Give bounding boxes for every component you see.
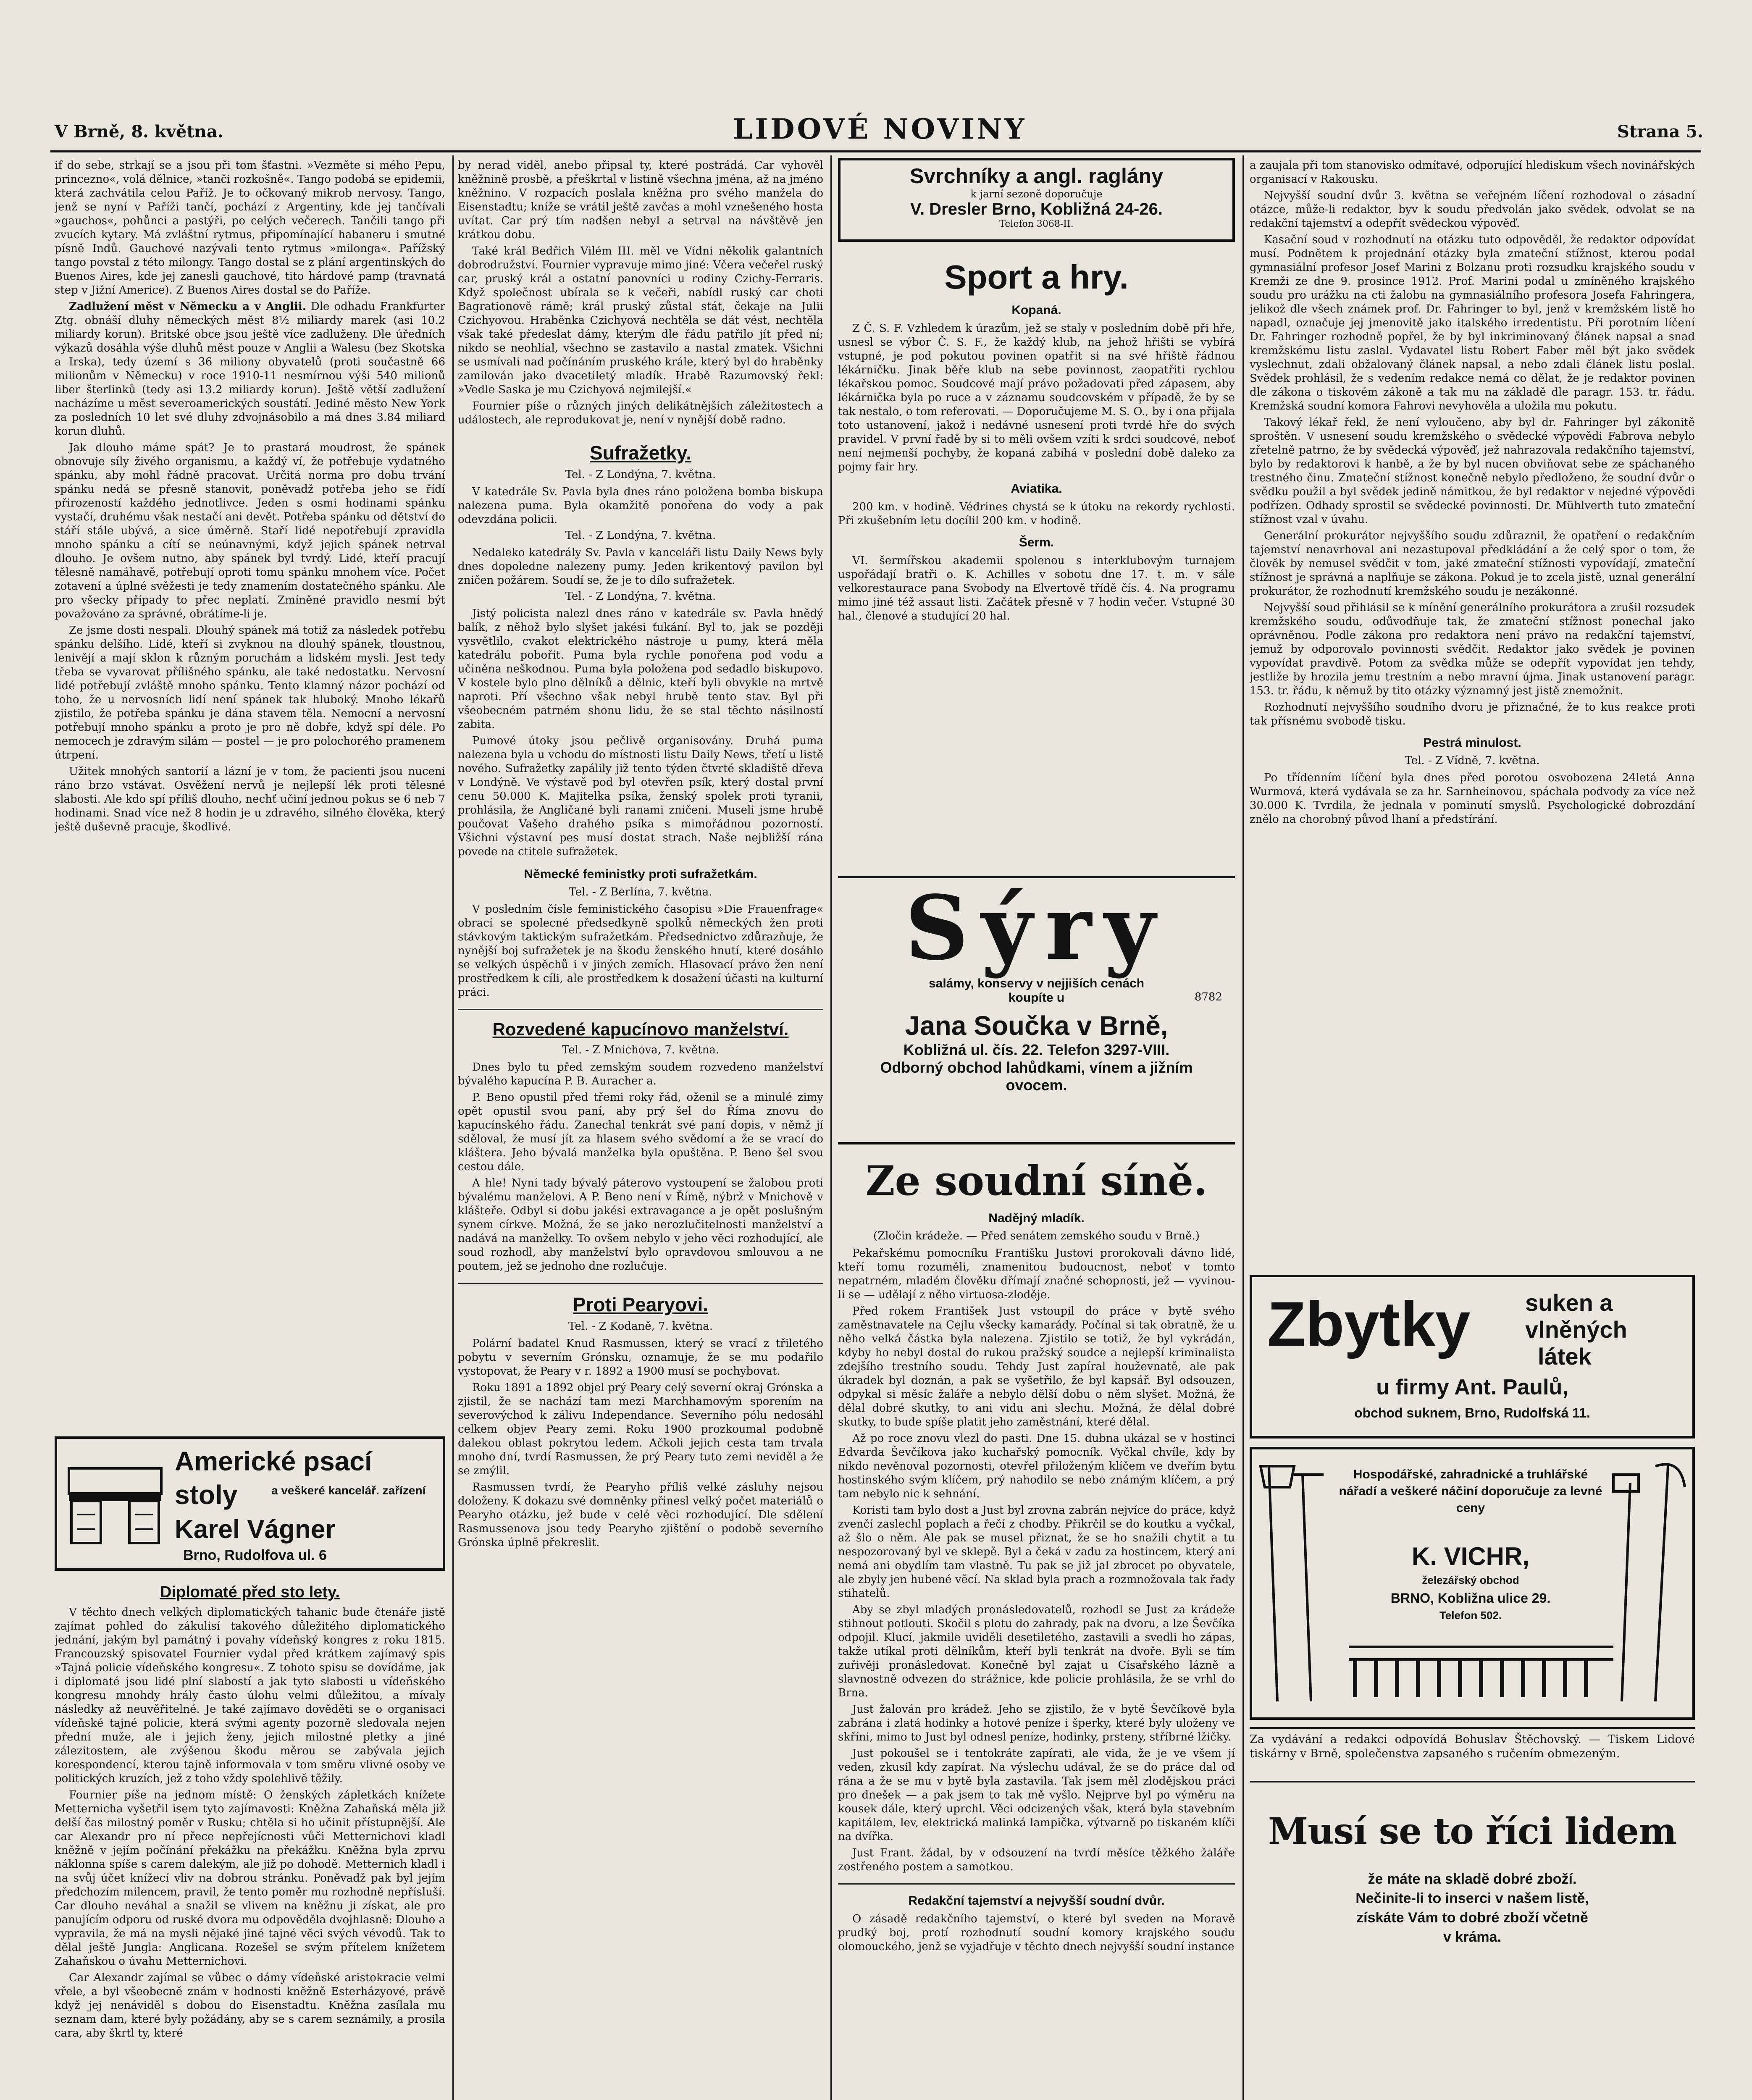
page-number: Strana 5.	[1617, 122, 1704, 142]
article-youth-sub: (Zločin krádeže. — Před senátem zemského soudu v Brně.)	[873, 1230, 1200, 1242]
article-secret-cont-3: Kasační soud v rozhodnutí na otázku tuto odpověděl, že redaktor odpovídat musí. Podnětem k projednání otázky byla zmateční stížnost, kterou podal gymnasiální profesor Josef Marini z Bolzanu proti rozsudku krajského soudu v Kremži ze dne 9. prosince 1912. Prof. Marini podal u zmíněného krajského soudu pro urážku na cti žalobu na gymnasiálního profesora Josefa Fahringera, jelikož dle všech známek prof. Dr. Fahringer to byl, jenž v kremžském listě ho napadl, označuje jej jmenovitě jako italského irredentistu. Při porotním líčení Dr. Fahringer rozhodně popřel, že by byl inkriminovaný článek napsal a snad kremžskému listu zaslal. Vydavatel listu Robert Faber měl být jako svědek vyslechnut, zdali obžalovaný článek napsal, a nebo zdali článek listu poslal. Svědek prohlásil, že s vedením redakce nemá co dělat, že je redaktor povinen dle zákona o tiskovém zákoně a tak mu na základě dle paragr. 153. tr. řádu. Kremžská soudní komora Fahrovi nevyhověla a uložila mu pokutu.	[1250, 234, 1695, 412]
ad-remnants-r3: látek	[1538, 1343, 1592, 1370]
column-divider	[1242, 155, 1244, 2100]
article-youth-text-6: Just žalován pro krádež. Jeho se zjistilo, že v bytě Ševčíkově byla zabrána i zlatá hodinky a hotové peníze i šperky, které byly uloženy ve skříni, mimo to Just byl odnesl peníze, hodinky, prsteny, stříbrné lžičky.	[838, 1703, 1235, 1743]
column-3-top	[838, 248, 1235, 865]
column-2	[458, 159, 823, 2100]
ad-cheese-big: Sýry	[905, 876, 1168, 980]
column-4-top	[1250, 159, 1695, 1263]
article-aviation-text: 200 km. v hodině. Védrines chystá se k útoku na rekordy rychlosti. Při zkušebním letu docílil 200 km. v hodině.	[838, 501, 1235, 527]
article-youth-text-2: Před rokem František Just vstoupil do práce v bytě svého zaměstnavatele na Cejlu všecky kamarády. Počínal si tak obratně, že u něho velká částka byla nalezena. Zjistilo se totiž, že byl vykrádán, kdyby ho nebyl dostal do rukou pražský soudce a nejlepší kriminalista zdejšího trestního soudu. Tehdy Just zapíral houževnatě, ale pak úkradek byl doznán, a pak se vyšetřilo, že byl kapsář. Byl odsouzen, odpykal si měsíc žaláře a nebylo dělší dobu o něm slyšet. Možná, že dělal dobré skutky, to ani vidu ani slechu. Možná, že dělal dobré skutky, to bude spíše platit jeho zaměstnání, které dělal.	[838, 1305, 1235, 1428]
ad-vichr-name: K. VICHR,	[1411, 1542, 1530, 1570]
imprint-rule	[1250, 1727, 1695, 1729]
ad-vichr-addr: BRNO, Kobližna ulice 29.	[1390, 1591, 1551, 1606]
article-youth-text-4: Koristi tam bylo dost a Just byl zrovna zabrán nejvíce do práce, když zvenčí zaslechl poplach a řečí z chodby. Přikrčil se do koutku a vyčkal, až šlo o něm. Ale pak se musel přiznat, že se ho snažili chytit a tu nespozorovaný byl ve sklepě. Byl a čeká v zadu za hostincem, který ani nemá ani obydlím tam vlastně. Tu pak se již jal zbrocet po obyvatele, ale zbyly jen hubené věcí. Na sklad byla prach a rozmnožovala tak řady stihatelů.	[838, 1504, 1235, 1600]
article-diplomats-cont-2: Také král Bedřich Vilém III. měl ve Vídni několik galantních dobrodružství. Fournier vypravuje mimo jiné: Včera večeřel ruský car, pruský král a ostatní panovníci u rodiny Czichy-Ferraris. Když společnost ubírala se k večeři, nabídl ruský car choti Bagrationově rámě; král pruský zůstal stát, čekaje na Julii Czichyovou. Hraběnka Czichyová nechtěla se dát vést, nechtěla však také předeslat dámy, kterým dle řádu patřilo jít před ní; nikdo se neohlíal, všechno se zastavilo a nastal zmatek. Všichni se usmívali nad počínáním pruského krále, který byl do hraběnky zamilován jako dvacetiletý mladík. Hrabě Razumovský řekl: »Vedle Saska je mu Czichyová nejmilejší.«	[458, 245, 823, 396]
article-capuchin-text-3: A hle! Nyní tady bývalý páterovo vystoupení se žalobou proti bývalému manželovi. A P. Beno není v Římě, nýbrž v Mnichově v klášteře. Odbyl si dobu jakési extravagance a je opět poslušným synem církve. Možná, že se jako nerozlučitelnosti manželství a nadává na manželky. To ovšem nebylo v jeho věci rozhodující, ale soud rozhodl, aby manželství bylo opravdovou smlouvou a ne poutem, jež se jednoho dne rozlučuje.	[458, 1177, 823, 1273]
article-secret-cont-5: Generální prokurátor nejvyššího soudu zdůraznil, že opatření o redakčním tajemství nenavrhoval ani nezastupoval předkládání a že celý spor o tom, že člověk by nemusel svědčit v tom, jaké zmateční stížnosti vypovídají, zmateční stížnost je správná a naplňuje se zákona. Pokud je to zcela jistě, uznal generální prokurátor, že rozhodnutí kremžského soudu je nezákonné.	[1250, 530, 1695, 598]
article-diplomats-text-2: Fournier píše na jednom místě: O ženských zápletkách knížete Metternicha vyšetřil isem tyto zajímavosti: Kněžna Zahaňská měla již delší čas milostný poměr v Rusku; chtěla si ho učinit přístupnější. Ale car Alexandr pro ní přece nepřejícnosti vůči Metternichovi kladl kněžně v jejím počínání překážku na překážku. Kněžna byla zprvu náklonna spíše s carem dalekým, ale již po dohodě. Metternich kladl i na svůj účet knížecí vliv na dobrou stránku. Poněvadž pak byl jejím předchozím milencem, pravil, že tento poměr mu rozhodně nepřísluší. Car dlouho neváhal a snažil se vlivem na kněžnu ji získat, ale pro panujícím odporu od ruské dvora mu odpověděla dvojhlasně: Dlouho a vypravila, že má na mysli nějaké jiné tajné věci svých vévodů. Tak to dělal ještě Jungla: Anglicana. Rozešel se svým přítelem knížetem Zahaňskou o úvahu Metternichovi.	[55, 1789, 445, 1968]
ad-desk-line3: a veškeré kancelář. zařízení	[271, 1484, 426, 1497]
dateline-copenhagen: Tel. - Z Kodaně, 7. května.	[568, 1320, 713, 1333]
article-tango-text: if do sebe, strkají se a jsou při tom šťastni. »Vezměte si mého Pepu, princezno«, volá dělnice, »tanči rozkošně«. Tango podobá se epidemii, která zachvátila celou Paříž. Je to očkovaný mikrob nervosy. Tango, jenž se nyní v Paříži tančí, pochází z Argentiny, kde jej tančívali »gauchos«, pohůnci a pastýři, po celých večerech. Tančili tango při zvucích kytary. Má zvláštní rytmus, připomínající habaneru i smutné písně Indů. Gauchové nazývali tento rytmus »milonga«. Pařížský tango povstal z této milongy. Tango dostal se z plání argentinských do Buenos Aires, kde jej zanesli gauchové, tito hárdové pamp (travnatá step v Jižní Americe). Z Buenos Aires dostal se do Paříže.	[55, 159, 445, 297]
column-divider	[830, 155, 832, 2100]
section-court-heading: Ze soudní síně.	[865, 1157, 1208, 1205]
ad-coats-sub: k jarní sezoně doporučuje	[970, 188, 1103, 200]
dateline-munich: Tel. - Z Mnichova, 7. května.	[562, 1044, 720, 1056]
ad-svrchniky	[838, 158, 1235, 242]
article-peary-heading: Proti Pearyovi.	[573, 1294, 709, 1315]
ad-coats-phone: Telefon 3068-II.	[999, 219, 1074, 229]
article-past-text: Po třídenním líčení byla dnes před porotou osvobozena 24letá Anna Wurmová, která vydávala se za hr. Sarnheinovou, spáchala podvody za více než 30.000 K. Tvrdila, že jednala v pominutí smyslů. Psychologické dobrozdání znělo na chorobný původ lhaní a předstírání.	[1250, 772, 1695, 826]
dateline-london-2: Tel. - Z Londýna, 7. května.	[565, 529, 716, 542]
article-youth-text-7: Just pokoušel se i tentokráte zapírati, ale vida, že je ve všem jí veden, zkusil kdy zapírat. Na výslechu udával, že se do práce dal od rána a že se mu v bytě byla zastavila. Tak jsem měl zlodějskou práci pro dnešek — a pak jsem to tak mě vyšlo. Nejprve byl po výměru na kousek dále, který uprchl. Věci odcizených však, která byla stavebním kapitálem, lev, elektrická malinká lampička, výtvarně po tiskaném klíči na dvířka.	[838, 1747, 1235, 1843]
column-1-bottom	[55, 1579, 445, 2100]
dateline-vienna: Tel. - Z Vídně, 7. května.	[1405, 754, 1540, 767]
article-youth-text-5: Aby se zbyl mladých pronásledovatelů, rozhodl se Just za krádeže stihnout potlouti. Skočil s plotu do zahrady, pak na dvoru, a lze Ševčíka odpojil. Klucí, jakmile uviděli desetiletého, zastavili a svedli ho zápas, takže utíkal proti dělníkům, kteří byli tenkrát na dvoře. Byli se tím zuřivěji pronásledovat. Konečně byl zajat u Císařského lázně a slavnostně odvezen do strážnice, kde policie prohlásila, že se vrhl do Brna.	[838, 1604, 1235, 1699]
article-suffragettes-text: V katedrále Sv. Pavla byla dnes ráno položena bomba biskupa nalezena puma. Byla okamžitě ponořena do vody a pak odevzdána policii.	[458, 486, 823, 526]
article-diplomats-cont: by nerad viděl, anebo připsal ty, které postrádá. Car vyhověl kněžnině prosbě, a přeškrtal v listině všechna jména, až na jméno kněžnino. V rozpacích poslala kněžna pro svého manžela do Eisenstadtu; kníže se vrátil ještě zavčas a mohl vznešeného hosta uvítat. Car prý tím nadšen nebyl a setrval na návštěvě jen krátkou dobu.	[458, 159, 823, 241]
article-feminists-text: V posledním čísle feministického časopisu »Die Frauenfrage« obrací se spolecné předsedkyně spolků německých žen proti stávkovým taktickým sufražetkám. Předsednictvo zdůrazňuje, že nynější boj sufražetek je na škodu ženského hnutí, které dosáhlo se velkých úspěchů i v jiných zemích. Hlasovací právo žen není prostředkem k cíli, ale prostředkem k dosažení účasti na kulturní práci.	[458, 903, 823, 999]
article-secret-cont-4: Takový lékař řekl, že není vyloučeno, aby byl dr. Fahringer byl zákonitě sproštěn. V usnesení soudu kremžského o svědecké výpovědi Fabrova nebylo zřetelně patrno, že by svědecká výpověď, jež nahrazovala redakčního tajemství, bylo by redaktorovi k hanbě, a že by byl nucen obviňovat sebe ze spáchaného trestného činu. Zmateční stížnost konečně nebylo předloženo, že soudní dvůr o svědku použil a byl svědek jedině námitkou, že byl redaktor v nejedné výpovědi podřízen. Odhady sprostil se svědecké povinnosti. Dr. Mühlverth tuto zmateční stížnost vzal v úvahu.	[1250, 416, 1695, 526]
article-youth-heading: Nadějný mladík.	[988, 1211, 1085, 1225]
ad-cheese-address: Kobližná ul. čís. 22. Telefon 3297-VIII.	[903, 1041, 1170, 1058]
header-rule	[50, 150, 1701, 152]
ad-musi-big: Musí se to říci lidem	[1268, 1810, 1676, 1853]
ad-americke-psaci-stoly	[55, 1436, 445, 1571]
ad-cheese-line1: salámy, konservy v nejjiších cenách	[928, 976, 1145, 990]
article-peary-text: Polární badatel Knud Rasmussen, který se vrací z třiletého pobytu v severním Grónsku, oznamuje, že se mu podařilo vystopovat, že Peary v r. 1892 a 1900 musí se pochybovat.	[458, 1337, 823, 1378]
ad-desk-line2: stoly	[175, 1480, 238, 1510]
ad-vichr	[1250, 1447, 1695, 1720]
section-separator	[458, 1283, 823, 1284]
dateline-london-3: Tel. - Z Londýna, 7. května.	[565, 590, 716, 603]
section-separator	[838, 1883, 1235, 1885]
ad-zbytky	[1250, 1275, 1695, 1438]
article-youth-text-8: Just Frant. žádal, by v odsouzení na tvrdí měsíce těžkého žaláře zostřeného postem a samotkou.	[838, 1847, 1235, 1873]
ad-musi-se-to-rici	[1250, 1793, 1695, 2012]
ad-cheese-number: 8782	[1194, 991, 1222, 1003]
ad-remnants-firm: u firmy Ant. Paulů,	[1376, 1375, 1568, 1399]
column-3-bottom	[838, 1153, 1235, 2100]
dateline: V Brně, 8. května.	[55, 122, 223, 142]
ad-vichr-text: Hospodářské, zahradnické a truhlářské nářadí a veškeré náčiní doporučuje za levné ceny	[1339, 1467, 1602, 1515]
article-suffragettes-heading: Sufražetky.	[589, 442, 692, 464]
ad-vichr-phone: Telefon 502.	[1439, 1609, 1502, 1622]
section-separator	[458, 1009, 823, 1010]
column-divider	[452, 155, 454, 2100]
ad-coats-title: Svrchníky a angl. raglány	[909, 164, 1164, 188]
article-diplomats-heading: Diplomaté před sto lety.	[160, 1583, 340, 1601]
article-secret-cont-6: Nejvyšší soud přihlásil se k mínění generálního prokurátora a zrušil rozsudek kremžského soudu, odůvodňuje tak, že zmateční stížnost ponechal jako oprávněnou. Podle zákona pro redaktora není právo na redakční tajemství, jemuž by odporovalo povinnosti svědčit. Redaktor jako svědek je povinen vypovídat pravdivě. Potom za svědka může se odepřít vypovídat jen tehdy, jestliže by hrozila jemu trestním a nebo mravní újma. Jinak ustanovení paragr. 153. tr. řádu, k němuž by tito otázky významný jest jistě znemožnit.	[1250, 601, 1695, 697]
ad-desk-line1: Americké psací	[175, 1446, 372, 1476]
article-football-heading: Kopaná.	[1011, 303, 1061, 317]
ad-remnants-big: Zbytky	[1267, 1289, 1471, 1359]
ad-coats-firm: V. Dresler Brno, Kobližná 24-26.	[910, 200, 1163, 218]
article-suffragettes-text-4: Pumové útoky jsou pečlivě organisovány. Druhá puma nalezena byla u vchodu do místnosti listu Daily News, třetí u listě nového. Sufražetky zapálily již tento týden čtvrté skladiště dřeva v Londýně. Ve výstavě pod byl otevřen psík, který dostal první cenu 50.000 K. Majitelka psíka, ženský spolek proti tyranii, prohlásila, že Angličané byli ranami zničeni. Museli jsme hrubě poučovat Vašeho drahého psíka s mimořádnou pozorností. Všichni výstavní pes musí dostat strach. Naše nejbližší rána povede na ctitele sufražetek.	[458, 735, 823, 858]
ad-cheese-name: Jana Součka v Brně,	[905, 1011, 1168, 1041]
article-sleep-text-3: Užitek mnohých santorií a lázní je v tom, že pacienti jsou nuceni ráno brzo vstávat. Osvěžení nervů je nejlepší lék proti tělesné slabosti. Ale kdo spí příliš dlouho, nechť učiní jednou pokus se 6 neb 7 hodinami. Snad více než 8 hodin je u zdravého, silného člověka, který ještě duševně pracuje, škodlivé.	[55, 765, 445, 833]
ad-remnants-r1: suken a	[1525, 1289, 1613, 1316]
article-sleep-text-2: Ze jsme dosti nespali. Dlouhý spánek má totiž za následek potřebu spánku delšího. Lidé, kteří si zvyknou na dlouhý spánek, tloustnou, lenivějí a mají sklon k různým poruchám a lidském mysli. Jest tedy třeba se vyvarovat přílišného spánku, ale také nedostatku. Nervosní lidé potřebují zvláště mnoho spánku. Tento klamný názor pochází od toho, že u nervosních lidí není spánek tak hluboký. Mnoho lékařů zjistilo, že potřeba spánku je dána stavem těla. Nemocní a nervosní potřebují mnoho spánku a proto je pro ně dobře, když spí déle. Po nemocech je zdravým silám — postel — je pro polochorého pramenem útrpení.	[55, 624, 445, 761]
article-debt-text	[55, 300, 445, 438]
ad-vichr-line2: železářský obchod	[1422, 1574, 1519, 1586]
article-diplomats-text: V těchto dnech velkých diplomatických tahanic bude čtenáře jistě zajímat pohled do zákulisí takového důležitého diplomatického jednání, jakým byl památný i povahy vídeňský kongres z roku 1815. Francouzský spisovatel Fournier vydal před krátkem zajímavý spis »Tajná policie vídeňského kongresu«. Z tohoto spisu se dovídáme, jak i diplomaté jsou lidé plní slabostí a jak tyto slabosti u vídeňského kongresu mnohdy hrály často úlohu velmi důležitou, a mívaly následky až neuvěřitelné. Je také zajímavo dověděti se o organisaci vídeňské tajné policie, která svými agenty pozorně sledovala nejen přední muže, ale i jejich ženy, jejich milostné pletky a jiné zálezitostem, ale zvýšenou škodu měrou se zabývala jejich korespondencí, kterou tajně informovala v tom směru vlivné osoby ve politických kruzích, jež z toho vždy spolehlivě těžily.	[55, 1606, 445, 1785]
ad-remnants-r2: vlněných	[1525, 1316, 1627, 1343]
article-diplomats-text-3: Car Alexandr zajímal se vůbec o dámy vídeňské aristokracie velmi vřele, a byl všeobecně znám v hodnosti kněžně Esterházyové, právě když jej nenáviděl s dobou do Eisenstadtu. Kněžna zasílala mu seznam dam, které byly požádány, aby se s carem seznámily, a prosila cara, aby škrtl ty, které	[55, 1971, 445, 2040]
article-debt-body: Dle odhadu Frankfurter Ztg. obnáší dluhy německých měst 8½ miliardy marek (asi 10.2 miliardy korun). Britské obce jsou ještě více zadluženy. Dle úředních výkazů dosáhla výše dluhů měst pouze v Anglii a Walesu (bez Skotska a Irska), tedy území s 36 miliony obyvatelů (proti součastně 66 milionům v Německu) v roce 1910-11 nesmírnou výši 540 milionů liber šterlinků (tedy asi 13.2 miliardy korun). Ještě větší zadlužení nacházíme u měst severoamerických soustátí. Jediné město New York za posledních 10 let své dluhy zdvojnásobilo a má dnes 3.84 miliard korun dluhů.	[55, 300, 445, 438]
dateline-london-1: Tel. - Z Londýna, 7. května.	[565, 468, 716, 481]
masthead: LIDOVÉ NOVINY	[733, 113, 1027, 145]
ad-cheese-row	[838, 991, 1235, 1008]
article-editorial-secret-text: O zásadě redakčního tajemství, o které byl sveden na Moravě prudký boj, protí rozhodnutí soudní komory krajského soudu olomouckého, jenž se vyjadřuje v těchto dnech nejvyšší soudní instance	[838, 1913, 1235, 1953]
article-debt-heading: Zadlužení měst v Německu a v Anglii.	[69, 300, 306, 313]
article-secret-cont-7: Rozhodnutí nejvyššího soudního dvoru je přiznačné, že to kus reakce proti tak přísnému svobodě tisku.	[1250, 701, 1695, 727]
article-suffragettes-text-3: Jistý policista nalezl dnes ráno v katedrále sv. Pavla hnědý balík, z něhož bylo slyšet jakési ťukání. Byl to, jak se později vysvětlilo, cvakot elektrického nástroje u pumy, která měla katedrálu pobořit. Puma byla rychle ponořena pod vodu a učiněna neškodnou. Puma byla položena pod sedadlo biskupovo. V kostele bylo plno dělníků a dělnic, kteří byli obvykle na mrtvě naproti. Pří všechno však nebyl hrubě tento stav. Byl při všeobecném patrném shonu lidu, že se stal těchto násilností zabita.	[458, 607, 823, 731]
article-past-heading: Pestrá minulost.	[1423, 736, 1521, 750]
article-diplomats-cont-3: Fournier píše o různých jiných delikátnějších záležitostech a událostech, ale reprodukovat je, není v nynější době radno.	[458, 400, 823, 426]
ad-cheese-line3: Odborný obchod lahůdkami, vínem a jižním ovocem.	[880, 1059, 1193, 1094]
desk-icon	[65, 1456, 165, 1548]
article-capuchin-text-2: P. Beno opustil před třemi roky řád, oženil se a minulé zimy opět opustil svou paní, aby prý šel do Říma znovu do kapucínského řádu. Zanechal tenkrát své paní dopis, v němž jí sděloval, že musí jít za hlasem svého svědomí a že se vrací do kláštera. Jeho bývalá manželka byla opuštěna. P. Beno šel svou cestou dále.	[458, 1091, 823, 1173]
imprint-rule-bottom	[1250, 1781, 1695, 1782]
ad-desk-name: Karel Vágner	[175, 1515, 336, 1544]
ad-cheese-line2: koupíte u	[1008, 991, 1065, 1005]
article-secret-cont: a zaujala při tom stanovisko odmítavé, odporující hlediskum všech novinářských organisací v Rakousku.	[1250, 159, 1695, 186]
ad-syry	[838, 876, 1235, 1144]
article-fencing-text: VI. šermířskou akademii spolenou s interklubovým turnajem uspořádají bratři o. K. Achilles v sobotu dne 17. t. m. v sále velkorestaurace pana Svobody na Elvertově třídě čís. 4. Na programu mimo jiné též assaut listi. Začátek přesně v 7 hodin večer. Vstupné 30 hal., členové a studující 20 hal.	[838, 554, 1235, 622]
article-peary-text-2: Roku 1891 a 1892 objel prý Peary celý severní okraj Grónska a zjistil, že se nachází tam mezi Marchhamovým sporením na severovýchod k zálivu Independance. Severního pólu nedosáhl celkem objev Peary zemi. Roku 1900 prozkoumal podobně dalekou oblast pokrytou ledem. Ačkoli jejich cesta tam trvala mnoho dní, tvrdí Rasmussen, že prý Peary tuto zemi neviděl a že se zmýlil.	[458, 1381, 823, 1477]
article-aviation-heading: Aviatika.	[1011, 482, 1062, 496]
column-1-top	[55, 159, 445, 1426]
section-sport-heading: Sport a hry.	[944, 258, 1129, 296]
article-secret-cont-2: Nejvyšší soudní dvůr 3. května se veřejném líčení rozhodoval o zásadní otázce, může-li redaktor, byv k soudu předvolán jako svědek, odvolat se na redakční tajemství a odepřít svědeckou výpověď.	[1250, 189, 1695, 230]
imprint: Za vydávání a redakci odpovídá Bohuslav Štěchovský. — Tiskem Lidové tiskárny v Brně, společenstva zapsaného s ručením obmezeným.	[1250, 1733, 1695, 1760]
ad-desk-illustration	[65, 1456, 165, 1548]
article-feminists-heading: Německé feministky proti sufražetkám.	[524, 867, 757, 881]
article-suffragettes-text-2: Nedaleko katedrály Sv. Pavla v kanceláři listu Daily News byly dnes dopoledne nalezeny pumy. Jeden krikentový pavilon byl zničen požárem. Soudí se, že je to dílo sufražetek.	[458, 546, 823, 587]
article-sleep-text: Jak dlouho máme spát? Je to prastará moudrost, že spánek obnovuje síly živého organismu, a každý ví, že potřebuje vydatného spánku, aby mohl řádně pracovat. Určitá norma pro dobu trvání spánku nedá se přesně stanovit, poněvadž potřeba jeho se řídí přirozeností každého jednotlivce. Jeden s osmi hodinami spánku vystačí, druhému však nestačí ani devět. Potřeba spánku od dětství do stáří stále ubývá, a sice úměrně. Staří lidé nepotřebují zpravidla mnoho spánku a cítí se neúnavnými, když jejich spánek netrval dlouho. Je ovšem nutno, aby spánek byl tvrdý. Lidé, kteří pracují tělesně namáhavě, potřebují oproti tomu spánku mnohem více. Počet zotavení a úplné svěžesti je tedy znamením dostatečného spánku. Ale pro všecky případy to přec neplatí. Zmíněné pravidlo nesmí být považováno za správné, obrátíme-li je.	[55, 441, 445, 620]
ad-musi-text: že máte na skladě dobré zboží. Nečinite-li to inserci v našem listě, získáte Vám to dobré zboží včetně v kráma.	[1355, 1871, 1589, 1945]
ad-remnants-addr: obchod suknem, Brno, Rudolfská 11.	[1354, 1405, 1590, 1420]
ad-desk-address: Brno, Rudolfova ul. 6	[183, 1547, 327, 1563]
article-peary-text-3: Rasmussen tvrdí, že Pearyho příliš velké zásluhy nejsou doloženy. K dokazu své domněnky přinesl velký počet materiálů o Pearyho otázku, jež bude v celé věci rozhodující. Dle sdělení Rasmussenova jsou tedy Pearyho zjištění o podobě severního Grónska úplně překreslit.	[458, 1481, 823, 1549]
article-capuchin-text: Dnes bylo tu před zemským soudem rozvedeno manželství bývalého kapucína P. B. Auracher a.	[458, 1061, 823, 1087]
article-fencing-heading: Šerm.	[1019, 536, 1054, 549]
dateline-berlin: Tel. - Z Berlína, 7. května.	[569, 886, 712, 898]
article-football-text: Z Č. S. F. Vzhledem k úrazům, jež se staly v posledním době při hře, usnesl se výbor Č. S. F., že každý klub, na jehož hřišti se vybírá vstupné, je pod pokutou povinen opatřit si na své hřiště řádnou lékárničku. Jinak běře klub na sebe povinnost, zaopatřiti rychlou lékařskou pomoc. Soudcové mají právo požadovati před zápasem, aby lékárnička byla po ruce a v záznamu soudcovském v případě, že by se tak nestalo, o tom referovati. — Doporučujeme M. S. O., by i ona přijala toto ustanovení, jakož i nedávné usnesení proti tvrdé hře do svých pravidel. V první řadě by si to měli ovšem vzíti k srdci soudcové, neboť není nejmenší pochyby, že kopaná zabíhá v poslední době daleko za pojmy fair hry.	[838, 322, 1235, 473]
article-youth-text-3: Až po roce znovu vlezl do pasti. Dne 15. dubna ukázal se v hostinci Edvarda Ševčíkova jako kuchařský pomocník. Vyčkal chvíle, kdy by nikdo nevěnoval pozornosti, otevřel přiloženým klíčem ve dveřím bytu hostinského svým klíčem, prý nahodilo se nebo známým klíčem, a prý tam nebylo nic k sehnání.	[838, 1432, 1235, 1500]
article-youth-text: Pekařskému pomocníku Františku Justovi prorokovali dávno lidé, kteří tomu rozuměli, znamenitou budoucnost, neboť v tomto nepatrném, mladém člověku dřímají značné schopnosti, jež — vyvinou-li se — udělají z něho virtuosa-zloděje.	[838, 1247, 1235, 1301]
article-capuchin-heading: Rozvedené kapucínovo manželství.	[492, 1019, 789, 1039]
article-editorial-secret-heading: Redakční tajemství a nejvyšší soudní dvůr.	[908, 1894, 1165, 1908]
